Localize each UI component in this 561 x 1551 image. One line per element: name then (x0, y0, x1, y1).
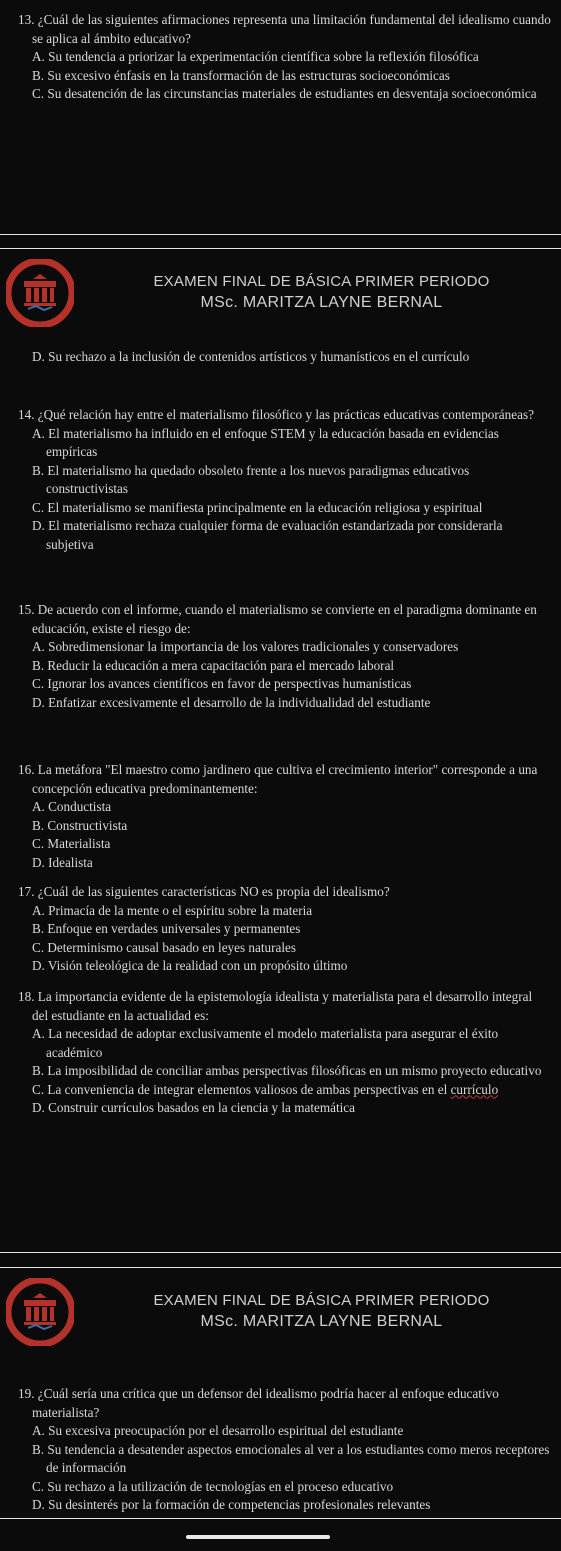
home-indicator[interactable] (186, 1535, 330, 1539)
option-b[interactable]: B. Enfoque en verdades universales y permanentes (32, 921, 301, 936)
exam-header (0, 1268, 561, 1358)
option-d[interactable]: D. Enfatizar excesivamente el desarrollo de la individualidad del estudiante (32, 694, 431, 710)
page-divider (0, 234, 561, 235)
option-d[interactable]: D. Su desinterés por la formación de competencias profesionales relevantes (32, 1497, 431, 1512)
option-c-text: C. La conveniencia de integrar elementos valiosos de ambas perspectivas en el (32, 1081, 448, 1097)
page-divider (0, 1252, 561, 1253)
question-18 (18, 988, 551, 1118)
option-c[interactable]: C. Ignorar los avances científicos en favor de perspectivas humanísticas (32, 676, 412, 691)
option-d[interactable]: D. Construir currículos basados en la ciencia y la matemática (32, 1100, 355, 1115)
option-a[interactable]: A. Conductista (32, 799, 112, 814)
page-3 (0, 1268, 561, 1518)
question-stem: 19. ¿Cuál sería una crítica que un defensor del idealismo podría hacer al enfoque educativo materialista? (18, 1386, 499, 1420)
option-b[interactable]: B. Su tendencia a desatender aspectos emocionales al ver a los estudiantes como meros receptores de información (32, 1441, 550, 1475)
question-stem: 15. De acuerdo con el informe, cuando el materialismo se convierte en el paradigma dominante en educación, existe el riesgo de: (18, 602, 537, 636)
option-c[interactable]: C. Su desatención de las circunstancias materiales de estudiantes en desventaja socioeconómica (32, 86, 537, 101)
question-15 (18, 601, 551, 712)
question-13 (18, 0, 551, 104)
question-16 (18, 761, 551, 872)
option-d[interactable]: D. Idealista (32, 854, 93, 870)
exam-title: EXAMEN FINAL DE BÁSICA PRIMER PERIODO (153, 273, 490, 290)
question-14 (18, 406, 551, 554)
option-c[interactable] (18, 1081, 551, 1100)
option-d[interactable]: D. Visión teleológica de la realidad con un propósito último (32, 958, 348, 973)
question-17 (18, 883, 551, 976)
option-b[interactable]: B. Reducir la educación a mera capacitación para el mercado laboral (32, 657, 395, 673)
question-stem: 16. La metáfora "El maestro como jardinero que cultiva el crecimiento interior" corresponde a una concepción educativa predominantemente: (18, 762, 538, 796)
teacher-name: MSc. MARITZA LAYNE BERNAL (200, 1313, 443, 1330)
option-b[interactable]: B. La imposibilidad de conciliar ambas perspectivas filosóficas en un mismo proyecto educativo (32, 1063, 542, 1078)
option-b[interactable]: B. El materialismo ha quedado obsoleto frente a los nuevos paradigmas educativos constructivistas (32, 462, 470, 496)
header-text (82, 1268, 561, 1331)
question-stem: 17. ¿Cuál de las siguientes características NO es propia del idealismo? (18, 884, 390, 899)
question-13-continued (18, 348, 551, 367)
option-c[interactable]: C. El materialismo se manifiesta principalmente en la educación religiosa y espiritual (32, 499, 483, 515)
option-c-text-cont: currículo (450, 1081, 499, 1097)
option-a[interactable]: A. Primacía de la mente o el espíritu sobre la materia (32, 902, 313, 918)
page-2 (0, 249, 561, 1251)
option-a[interactable]: A. El materialismo ha influido en el enfoque STEM y la educación basada en evidencias empíricas (32, 425, 499, 459)
page-fragment-1 (0, 0, 561, 232)
header-text (82, 249, 561, 312)
option-c[interactable]: C. Materialista (32, 836, 111, 851)
option-d[interactable]: D. Su rechazo a la inclusión de contenidos artísticos y humanísticos en el currículo (32, 349, 470, 364)
exam-title: EXAMEN FINAL DE BÁSICA PRIMER PERIODO (153, 1292, 490, 1309)
option-b[interactable]: B. Su excesivo énfasis en la transformación de las estructuras socioeconómicas (32, 67, 450, 83)
teacher-name: MSc. MARITZA LAYNE BERNAL (200, 294, 443, 311)
question-stem: 18. La importancia evidente de la epistemología idealista y materialista para el desarrollo integral del estudiante en la actualidad es: (18, 989, 533, 1023)
exam-header (0, 249, 561, 339)
option-a[interactable]: A. La necesidad de adoptar exclusivamente el modelo materialista para asegurar el éxito académico (32, 1026, 499, 1060)
option-b[interactable]: B. Constructivista (32, 817, 128, 833)
page-divider (0, 1518, 561, 1519)
option-c[interactable]: C. Determinismo causal basado en leyes naturales (32, 939, 297, 955)
question-stem: 13. ¿Cuál de las siguientes afirmaciones representa una limitación fundamental del idealismo cuando se aplica al ámbito educativo? (18, 12, 551, 46)
university-logo (6, 1278, 74, 1346)
question-stem: 14. ¿Qué relación hay entre el materialismo filosófico y las prácticas educativas contemporáneas? (18, 407, 534, 422)
option-a[interactable]: A. Su excesiva preocupación por el desarrollo espiritual del estudiante (32, 1423, 404, 1438)
question-19 (18, 1385, 551, 1515)
option-a[interactable]: A. Su tendencia a priorizar la experimentación científica sobre la reflexión filosófica (32, 49, 479, 64)
option-d[interactable]: D. El materialismo rechaza cualquier forma de evaluación estandarizada por considerarla subjetiva (32, 518, 503, 552)
university-logo (6, 259, 74, 327)
option-a[interactable]: A. Sobredimensionar la importancia de los valores tradicionales y conservadores (32, 639, 459, 654)
option-c[interactable]: C. Su rechazo a la utilización de tecnologías en el proceso educativo (32, 1478, 394, 1494)
